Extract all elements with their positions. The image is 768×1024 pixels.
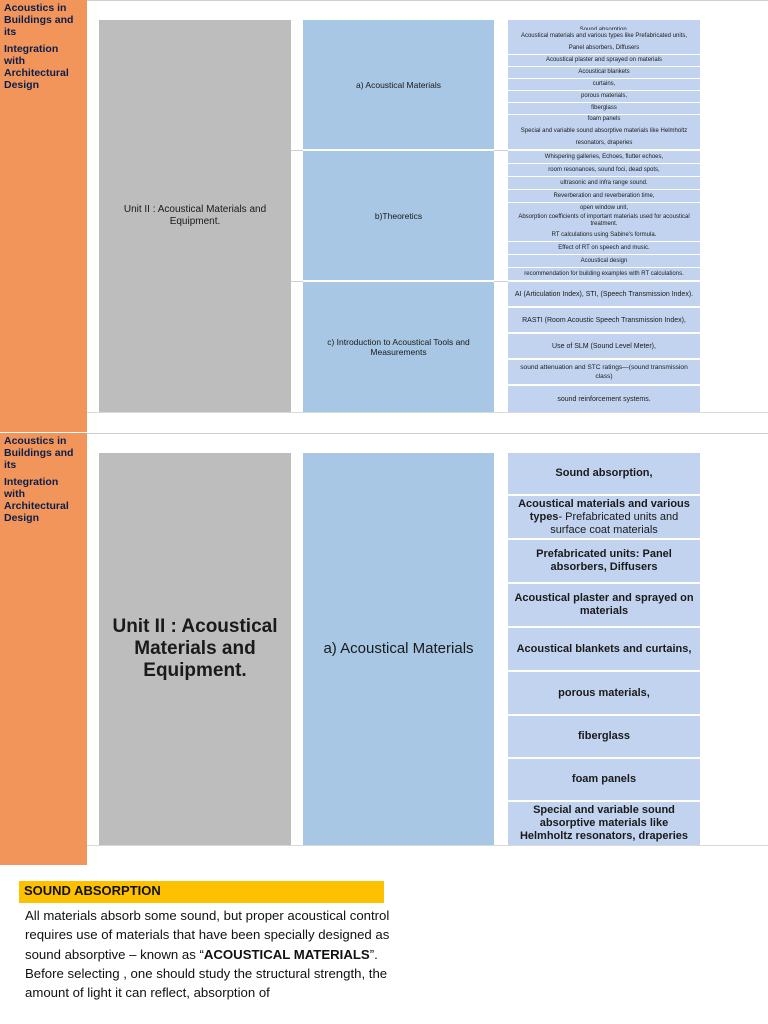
divider-line xyxy=(0,0,768,1)
connector-line xyxy=(291,150,303,151)
list-item xyxy=(508,138,700,149)
list-item xyxy=(508,91,700,102)
paragraph-text: ”. xyxy=(369,946,378,962)
list-item-text: foam panels xyxy=(571,773,637,785)
list-item-text: fiberglass xyxy=(591,105,617,111)
sidebar-title xyxy=(4,2,82,91)
unit-title: Unit II : Acoustical Materials and Equipment. xyxy=(123,204,267,227)
list-item-text: sound attenuation and STC ratings—(sound transmission class) xyxy=(520,364,688,380)
list-item-text: RASTI (Room Acoustic Speech Transmission Index), xyxy=(522,316,686,324)
emphasis-text: ACOUSTICAL MATERIALS xyxy=(203,946,370,962)
divider-line xyxy=(87,845,768,846)
list-item xyxy=(508,496,700,538)
list-item-text: room resonances, sound foci, dead spots, xyxy=(548,166,660,173)
subtopic-label: c) Introduction to Acoustical Tools and Measurements xyxy=(327,337,470,357)
connector-line xyxy=(291,281,303,282)
subtopic-box-b xyxy=(303,151,494,280)
list-item-text: Acoustical design xyxy=(580,257,628,264)
list-item xyxy=(508,43,700,54)
connector-line xyxy=(494,281,508,282)
sidebar-title-line2: Integration with Architectural Design xyxy=(4,476,69,524)
list-item xyxy=(508,103,700,114)
connector-line xyxy=(494,150,508,151)
unit-title: Unit II : Acoustical Materials and Equipment. xyxy=(112,616,278,681)
sidebar-panel xyxy=(0,433,87,865)
list-item-text: Reverberation and reverberation time, xyxy=(553,192,655,199)
divider-line xyxy=(0,433,768,434)
list-item xyxy=(508,124,700,138)
unit-box xyxy=(99,20,291,412)
list-item xyxy=(508,282,700,306)
subtopic-label: b)Theoretics xyxy=(374,210,423,221)
sidebar-title-line2: Integration with Architectural Design xyxy=(4,43,69,91)
list-item xyxy=(508,334,700,358)
list-item xyxy=(508,229,700,241)
list-item xyxy=(508,115,700,124)
list-item xyxy=(508,268,700,280)
list-item xyxy=(508,164,700,176)
paragraph-text: Before selecting , one should study the structural strength, the amount of light it can reflect, absorption of xyxy=(25,965,388,1001)
list-item-text: Prefabricated units: Panel absorbers, Diffusers xyxy=(536,548,672,573)
list-item-text: curtains, xyxy=(592,81,616,87)
list-item-text: Special and variable sound absorptive materials like Helmholtz xyxy=(520,127,688,134)
list-item xyxy=(508,203,700,213)
list-item xyxy=(508,628,700,670)
list-item-text: Sound absorption, xyxy=(555,467,653,479)
list-item-text: resonators, draperies xyxy=(575,140,633,146)
list-item-text: recommendation for building examples with RT calculations. xyxy=(524,270,684,277)
list-item-text: ultrasonic and infra range sound. xyxy=(560,179,648,186)
list-item xyxy=(508,360,700,384)
list-item xyxy=(508,386,700,412)
sidebar-title xyxy=(4,435,82,524)
list-item xyxy=(508,453,700,494)
list-item-text: Acoustical materials and various types- Prefabricated units and surface coat materials xyxy=(518,497,690,536)
sidebar-panel xyxy=(0,0,87,432)
divider-line xyxy=(87,412,768,413)
subtopic-label: a) Acoustical Materials xyxy=(323,640,474,657)
list-item-text: Whispering galleries, Echoes, flutter echoes, xyxy=(544,153,664,160)
list-item-text: porous materials, xyxy=(558,686,650,699)
list-item xyxy=(508,190,700,202)
subtopic-box-a xyxy=(303,453,494,845)
list-item xyxy=(508,151,700,163)
list-item-text: open window unit, xyxy=(579,204,629,211)
subtopic-label: a) Acoustical Materials xyxy=(355,79,442,90)
list-item xyxy=(508,55,700,66)
list-item xyxy=(508,242,700,254)
list-item xyxy=(508,716,700,757)
list-item xyxy=(508,672,700,714)
body-paragraph xyxy=(25,906,397,1002)
list-item-text: sound reinforcement systems. xyxy=(557,395,651,403)
section-heading: SOUND ABSORPTION xyxy=(19,881,384,903)
subtopic-box-c xyxy=(303,282,494,412)
list-item-text: AI (Articulation Index), STI, (Speech Transmission Index). xyxy=(514,290,694,298)
list-item-text: porous materials, xyxy=(580,93,628,99)
list-item xyxy=(508,308,700,332)
list-item-text: Panel absorbers, Diffusers xyxy=(568,45,640,51)
list-item-text: Acoustical blankets and curtains, xyxy=(516,642,692,655)
sidebar-title-line1: Acoustics in Buildings and its xyxy=(4,2,74,38)
list-item-text: Acoustical plaster and sprayed on materials xyxy=(514,592,694,617)
list-item xyxy=(508,177,700,189)
list-item-text: Absorption coefficients of important materials used for acoustical treatment. xyxy=(518,214,690,227)
paragraph-text: All materials absorb some sound, but proper acoustical control requires use of materials that have been specially designed as sound absorptive – known as “ xyxy=(25,908,390,962)
list-item xyxy=(508,802,700,845)
list-item-text: RT calculations using Sabine's formula. xyxy=(551,231,657,238)
list-item xyxy=(508,79,700,90)
list-item-text: Acoustical materials and various types like Prefabricated units, xyxy=(520,33,688,39)
list-item-text: Use of SLM (Sound Level Meter), xyxy=(552,342,656,350)
list-item-text: foam panels xyxy=(587,116,621,122)
list-item-text: Acoustical blankets xyxy=(578,69,630,75)
list-item-text: Effect of RT on speech and music. xyxy=(558,244,650,251)
unit-box xyxy=(99,453,291,845)
list-item-text: fiberglass xyxy=(578,730,630,742)
list-item xyxy=(508,255,700,267)
list-item xyxy=(508,540,700,582)
list-item xyxy=(508,67,700,78)
list-item xyxy=(508,213,700,229)
list-item-text: Acoustical plaster and sprayed on materials xyxy=(545,57,663,63)
sidebar-title-line1: Acoustics in Buildings and its xyxy=(4,435,74,471)
list-item xyxy=(508,584,700,626)
subtopic-box-a xyxy=(303,20,494,149)
list-item xyxy=(508,759,700,800)
list-item xyxy=(508,30,700,43)
list-item-text: Special and variable sound absorptive materials like Helmholtz resonators, draperies xyxy=(519,804,689,842)
